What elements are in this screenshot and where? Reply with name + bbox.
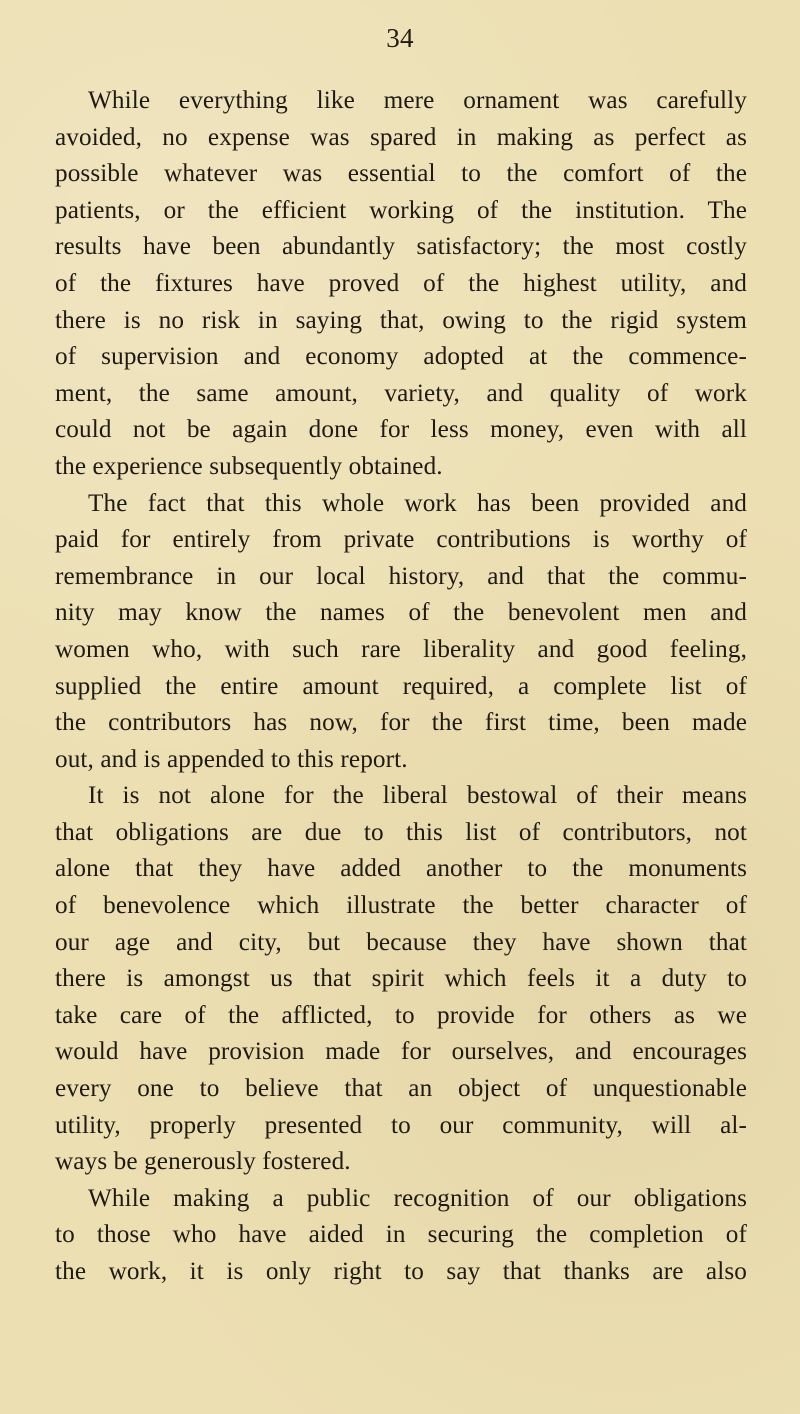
text-line: our age and city, but because they have shown that [55,928,747,956]
text-line: avoided, no expense was spared in making as perfect as [55,123,747,151]
text-line: the contributors has now, for the first time, been made [55,709,747,737]
body-text [55,83,747,1291]
text-line: ways be generously fostered. [55,1148,351,1176]
text-line: paid for entirely from private contributions is worthy of [55,526,747,554]
text-line: of benevolence which illustrate the better character of [55,892,747,920]
text-line: It is not alone for the liberal bestowal of their means [88,782,747,810]
text-line: ment, the same amount, variety, and quality of work [55,379,747,407]
text-line: out, and is appended to this report. [55,745,408,773]
text-line: supplied the entire amount required, a complete list of [55,672,747,700]
paragraph-2 [55,486,747,779]
text-line: could not be again done for less money, even with all [55,416,747,444]
text-line: patients, or the efficient working of the institution. The [55,196,747,224]
page-number: 34 [386,23,414,53]
text-line: While making a public recognition of our obligations [88,1184,747,1212]
text-line: nity may know the names of the benevolent men and [55,599,747,627]
text-line: alone that they have added another to the monuments [55,855,747,883]
text-line: results have been abundantly satisfactory; the most costly [55,233,747,261]
text-line: While everything like mere ornament was carefully [88,87,747,114]
text-line: that obligations are due to this list of contributors, not [55,818,747,846]
text-line: the experience subsequently obtained. [55,452,443,480]
text-line: there is amongst us that spirit which feels it a duty to [55,965,747,993]
text-line: remembrance in our local history, and that the commu- [55,562,747,590]
text-line: women who, with such rare liberality and good feeling, [55,635,747,663]
text-line: every one to believe that an object of unquestionable [55,1075,747,1103]
text-line: there is no risk in saying that, owing to the rigid system [55,306,747,334]
text-line: take care of the afflicted, to provide for others as we [55,1001,747,1029]
text-line: utility, properly presented to our community, will al- [55,1111,747,1139]
text-line: would have provision made for ourselves, and encourages [55,1038,747,1066]
text-line: The fact that this whole work has been provided and [88,489,747,517]
paragraph-3 [55,778,747,1181]
text-line: of the fixtures have proved of the highest utility, and [55,269,747,297]
text-line: the work, it is only right to say that thanks are also [55,1258,747,1285]
paragraph-4 [55,1181,747,1291]
text-line: of supervision and economy adopted at the commence- [55,343,747,371]
paragraph-1 [55,83,747,486]
text-line: to those who have aided in securing the completion of [55,1221,747,1249]
text-line: possible whatever was essential to the comfort of the [55,160,747,188]
